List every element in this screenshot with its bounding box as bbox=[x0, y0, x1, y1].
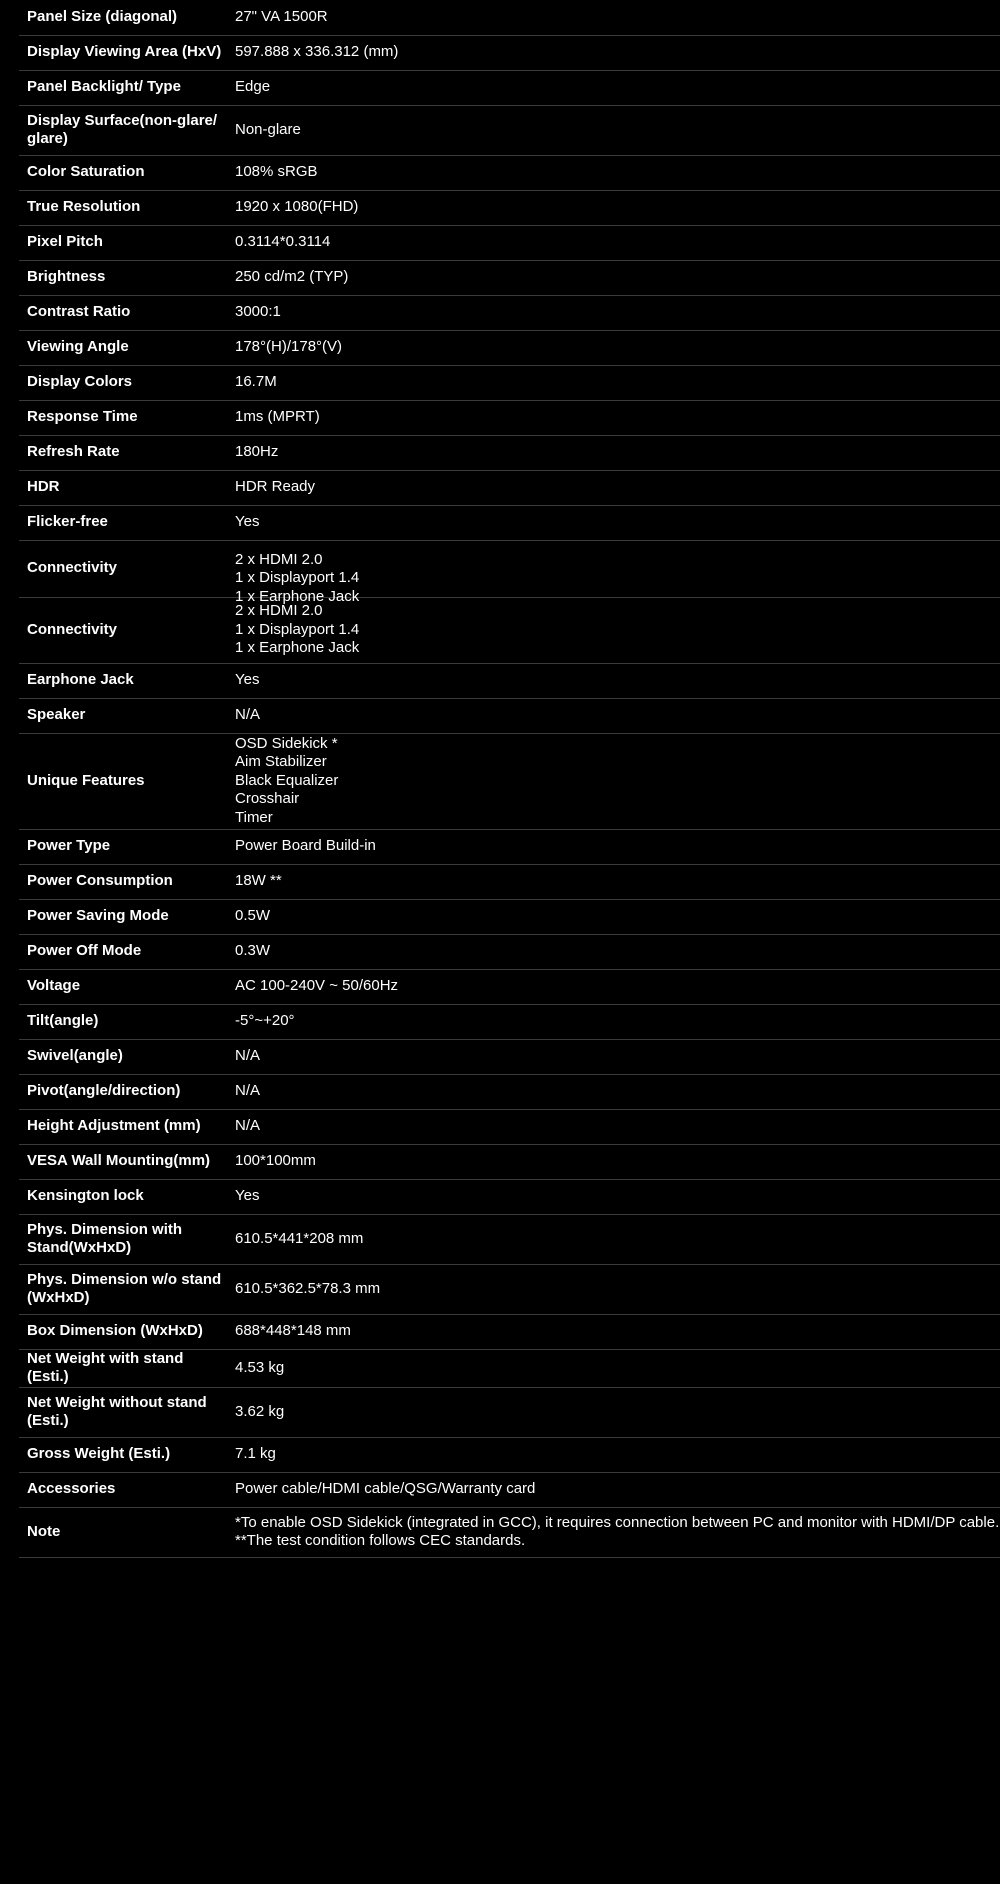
spec-value-line: 27" VA 1500R bbox=[235, 8, 328, 25]
spec-value bbox=[235, 1264, 1000, 1314]
spec-row bbox=[19, 1109, 1000, 1144]
spec-label: Net Weight without stand (Esti.) bbox=[19, 1387, 235, 1437]
spec-value-clip bbox=[235, 541, 1000, 605]
spec-value bbox=[235, 1349, 1000, 1387]
spec-label: Connectivity bbox=[19, 540, 235, 597]
spec-value-line: OSD Sidekick * bbox=[235, 734, 338, 752]
spec-value bbox=[235, 330, 1000, 365]
spec-table-body bbox=[19, 0, 1000, 1557]
spec-value-line: Power cable/HDMI cable/QSG/Warranty card bbox=[235, 1480, 536, 1498]
spec-value-line: 250 cd/m2 (TYP) bbox=[235, 268, 349, 286]
spec-row bbox=[19, 1179, 1000, 1214]
spec-row bbox=[19, 35, 1000, 70]
spec-value bbox=[235, 899, 1000, 934]
spec-value-line: 7.1 kg bbox=[235, 1445, 276, 1463]
spec-value-line: 100*100mm bbox=[235, 1152, 316, 1170]
spec-value-line: 0.3W bbox=[235, 942, 271, 960]
spec-value-line: Yes bbox=[235, 513, 260, 531]
spec-value-line: Timer bbox=[235, 808, 273, 826]
spec-row bbox=[19, 190, 1000, 225]
spec-value-line: 1 x Earphone Jack bbox=[235, 587, 360, 605]
spec-label: Response Time bbox=[19, 400, 235, 435]
spec-value bbox=[235, 1109, 1000, 1144]
spec-label: Phys. Dimension w/o stand (WxHxD) bbox=[19, 1264, 235, 1314]
spec-value-line: N/A bbox=[235, 706, 261, 724]
spec-value bbox=[235, 435, 1000, 470]
spec-row bbox=[19, 330, 1000, 365]
spec-row bbox=[19, 260, 1000, 295]
spec-value-line: Yes bbox=[235, 671, 260, 689]
spec-value-line: 2 x HDMI 2.0 bbox=[235, 602, 323, 620]
spec-value bbox=[235, 1507, 1000, 1557]
spec-label: Gross Weight (Esti.) bbox=[19, 1437, 235, 1472]
spec-value bbox=[235, 733, 1000, 829]
spec-row bbox=[19, 470, 1000, 505]
spec-row bbox=[19, 934, 1000, 969]
spec-value-line: 1ms (MPRT) bbox=[235, 408, 320, 426]
spec-value bbox=[235, 1437, 1000, 1472]
spec-row bbox=[19, 733, 1000, 829]
spec-value-line: Edge bbox=[235, 78, 271, 96]
spec-value bbox=[235, 540, 1000, 605]
spec-value bbox=[235, 1214, 1000, 1264]
spec-label: Voltage bbox=[19, 969, 235, 1004]
spec-row bbox=[19, 1472, 1000, 1507]
spec-label: Height Adjustment (mm) bbox=[19, 1109, 235, 1144]
spec-value-line: AC 100-240V ~ 50/60Hz bbox=[235, 977, 399, 995]
spec-label: Connectivity bbox=[19, 597, 235, 663]
spec-value-line: 178°(H)/178°(V) bbox=[235, 338, 343, 356]
spec-label: Phys. Dimension with Stand(WxHxD) bbox=[19, 1214, 235, 1264]
spec-row bbox=[19, 365, 1000, 400]
spec-value bbox=[235, 698, 1000, 733]
spec-label: Panel Backlight/ Type bbox=[19, 70, 235, 105]
spec-row bbox=[19, 698, 1000, 733]
spec-value bbox=[235, 1314, 1000, 1349]
spec-label: Accessories bbox=[19, 1472, 235, 1507]
spec-label: Color Saturation bbox=[19, 155, 235, 190]
spec-value-line: 2 x HDMI 2.0 bbox=[235, 550, 323, 568]
spec-value bbox=[235, 969, 1000, 1004]
spec-row bbox=[19, 1039, 1000, 1074]
spec-label: Power Off Mode bbox=[19, 934, 235, 969]
spec-row bbox=[19, 155, 1000, 190]
spec-label: Display Surface(non-glare/ glare) bbox=[19, 105, 235, 155]
spec-value-line: 0.3114*0.3114 bbox=[235, 233, 331, 251]
spec-value-line: Crosshair bbox=[235, 790, 300, 808]
spec-value-line: 610.5*441*208 mm bbox=[235, 1229, 364, 1247]
spec-label: Flicker-free bbox=[19, 505, 235, 540]
spec-value bbox=[235, 1144, 1000, 1179]
spec-label: Brightness bbox=[19, 260, 235, 295]
spec-value-line: 1 x Displayport 1.4 bbox=[235, 569, 360, 586]
spec-row bbox=[19, 1314, 1000, 1349]
spec-value-line: 3.62 kg bbox=[235, 1402, 285, 1420]
spec-value-line: 3000:1 bbox=[235, 303, 281, 321]
spec-label: Note bbox=[19, 1507, 235, 1557]
spec-value bbox=[235, 105, 1000, 155]
spec-value-line: 18W ** bbox=[235, 872, 282, 890]
spec-label: Swivel(angle) bbox=[19, 1039, 235, 1074]
spec-row bbox=[19, 435, 1000, 470]
spec-value bbox=[235, 155, 1000, 190]
spec-label: Box Dimension (WxHxD) bbox=[19, 1314, 235, 1349]
spec-row bbox=[19, 0, 1000, 35]
spec-row bbox=[19, 70, 1000, 105]
spec-value bbox=[235, 505, 1000, 540]
spec-row bbox=[19, 1004, 1000, 1039]
spec-value bbox=[235, 1039, 1000, 1074]
spec-value-line: 610.5*362.5*78.3 mm bbox=[235, 1279, 381, 1297]
spec-value bbox=[235, 260, 1000, 295]
spec-value-line: 16.7M bbox=[235, 373, 277, 391]
spec-value bbox=[235, 400, 1000, 435]
spec-value-line: -5°~+20° bbox=[235, 1012, 295, 1030]
spec-label: Viewing Angle bbox=[19, 330, 235, 365]
spec-row bbox=[19, 1437, 1000, 1472]
spec-label: True Resolution bbox=[19, 190, 235, 225]
spec-row bbox=[19, 105, 1000, 155]
spec-value-line: Non-glare bbox=[235, 120, 301, 138]
spec-row bbox=[19, 829, 1000, 864]
spec-row bbox=[19, 899, 1000, 934]
spec-row bbox=[19, 1074, 1000, 1109]
spec-label: Pixel Pitch bbox=[19, 225, 235, 260]
spec-label: Speaker bbox=[19, 698, 235, 733]
spec-label: Earphone Jack bbox=[19, 663, 235, 698]
spec-value-line: 1 x Earphone Jack bbox=[235, 639, 360, 657]
spec-value-line: 108% sRGB bbox=[235, 163, 318, 181]
spec-label: Power Consumption bbox=[19, 864, 235, 899]
spec-row bbox=[19, 1349, 1000, 1387]
spec-value bbox=[235, 295, 1000, 330]
spec-value-line: 1 x Displayport 1.4 bbox=[235, 620, 360, 638]
spec-value-line: **The test condition follows CEC standards. bbox=[235, 1532, 526, 1549]
spec-row bbox=[19, 1264, 1000, 1314]
spec-label: Contrast Ratio bbox=[19, 295, 235, 330]
spec-value bbox=[235, 1074, 1000, 1109]
spec-value-line: 4.53 kg bbox=[235, 1358, 285, 1376]
spec-label: Kensington lock bbox=[19, 1179, 235, 1214]
spec-value-line: Black Equalizer bbox=[235, 771, 339, 789]
spec-value bbox=[235, 934, 1000, 969]
spec-value bbox=[235, 70, 1000, 105]
spec-value bbox=[235, 190, 1000, 225]
spec-value bbox=[235, 1387, 1000, 1437]
spec-label: Power Saving Mode bbox=[19, 899, 235, 934]
spec-value bbox=[235, 864, 1000, 899]
spec-value bbox=[235, 829, 1000, 864]
spec-value-line: N/A bbox=[235, 1047, 261, 1065]
spec-value-line: HDR Ready bbox=[235, 478, 316, 496]
spec-row bbox=[19, 540, 1000, 597]
spec-value bbox=[235, 365, 1000, 400]
spec-value bbox=[235, 1472, 1000, 1507]
spec-row bbox=[19, 1214, 1000, 1264]
spec-row bbox=[19, 1144, 1000, 1179]
spec-label: HDR bbox=[19, 470, 235, 505]
spec-value-line: N/A bbox=[235, 1117, 261, 1135]
spec-row bbox=[19, 400, 1000, 435]
spec-value bbox=[235, 1004, 1000, 1039]
spec-value-line: Power Board Build-in bbox=[235, 837, 376, 855]
spec-value-line: 0.5W bbox=[235, 907, 271, 925]
spec-value bbox=[235, 470, 1000, 505]
spec-value bbox=[235, 225, 1000, 260]
spec-label: VESA Wall Mounting(mm) bbox=[19, 1144, 235, 1179]
spec-label: Refresh Rate bbox=[19, 435, 235, 470]
spec-value-line: 688*448*148 mm bbox=[235, 1322, 351, 1340]
spec-value bbox=[235, 0, 1000, 35]
spec-label: Display Colors bbox=[19, 365, 235, 400]
spec-row bbox=[19, 969, 1000, 1004]
spec-value bbox=[235, 35, 1000, 70]
spec-value-line: N/A bbox=[235, 1082, 261, 1100]
spec-table bbox=[19, 0, 1000, 1558]
spec-value-line: Yes bbox=[235, 1187, 260, 1205]
spec-row bbox=[19, 864, 1000, 899]
spec-row bbox=[19, 295, 1000, 330]
spec-value-line: Aim Stabilizer bbox=[235, 753, 327, 771]
spec-label: Pivot(angle/direction) bbox=[19, 1074, 235, 1109]
spec-value-line: 1920 x 1080(FHD) bbox=[235, 198, 359, 216]
spec-value bbox=[235, 663, 1000, 698]
spec-row bbox=[19, 225, 1000, 260]
spec-row bbox=[19, 505, 1000, 540]
spec-value bbox=[235, 1179, 1000, 1214]
spec-label: Tilt(angle) bbox=[19, 1004, 235, 1039]
spec-row bbox=[19, 663, 1000, 698]
spec-value-line: 180Hz bbox=[235, 443, 279, 461]
spec-row bbox=[19, 1387, 1000, 1437]
spec-label: Display Viewing Area (HxV) bbox=[19, 35, 235, 70]
spec-label: Panel Size (diagonal) bbox=[19, 0, 235, 35]
spec-value bbox=[235, 597, 1000, 663]
spec-label: Unique Features bbox=[19, 733, 235, 829]
spec-label: Power Type bbox=[19, 829, 235, 864]
spec-value-line: *To enable OSD Sidekick (integrated in GCC), it requires connection between PC and monitor with HDMI/DP cable. bbox=[235, 1513, 1000, 1531]
spec-row bbox=[19, 597, 1000, 663]
spec-row bbox=[19, 1507, 1000, 1557]
spec-value-line: 597.888 x 336.312 (mm) bbox=[235, 43, 399, 61]
spec-label: Net Weight with stand (Esti.) bbox=[19, 1349, 235, 1387]
